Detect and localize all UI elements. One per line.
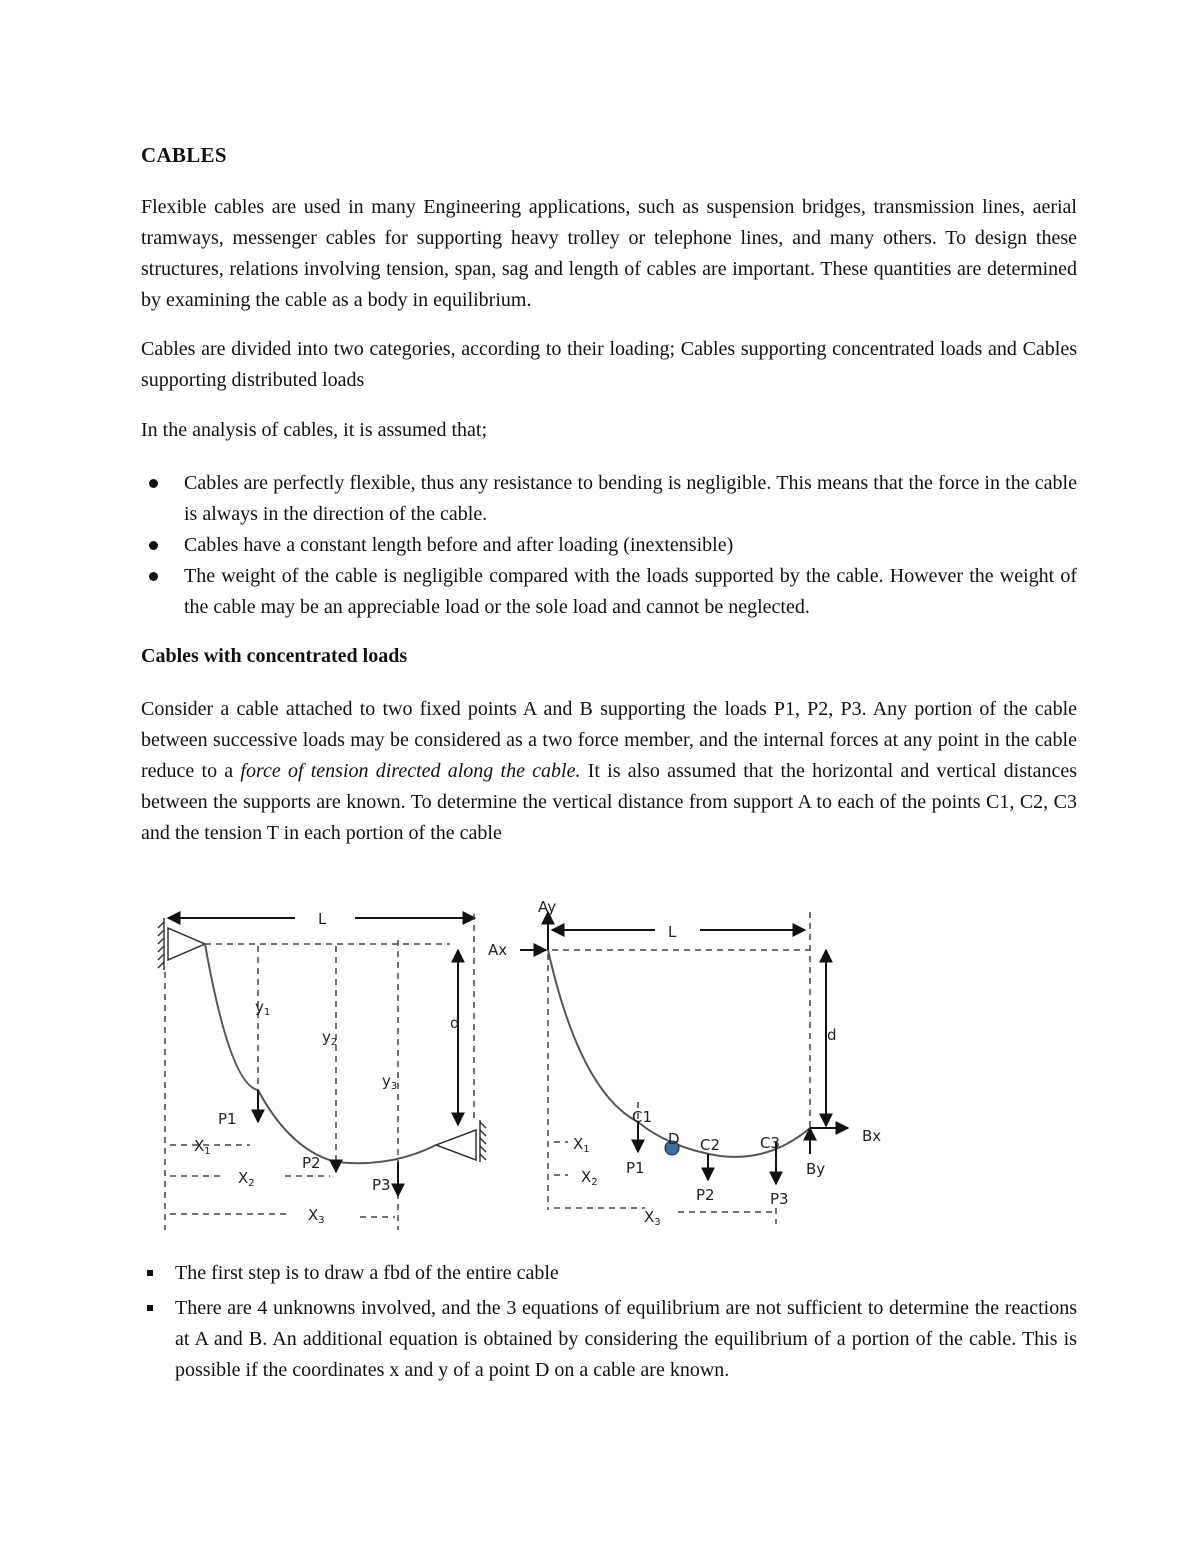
- sag-dimension: [826, 950, 837, 1126]
- concentrated-italic: force of tension directed along the cable.: [240, 760, 581, 782]
- concentrated-text-2: It is also assumed that the horizontal and vertical distances between the supports are known. To determine the vertical distance from support A to each of the points C1, C2, C3 and the tension T in each portion of the cable: [141, 760, 1077, 844]
- x1-label: $X_1$: [573, 1135, 590, 1155]
- c3-label: C3: [760, 1134, 781, 1152]
- section-heading: Cables with concentrated loads: [141, 645, 408, 667]
- bullet-icon: [149, 572, 158, 581]
- step-text: The first step is to draw a fbd of the entire cable: [175, 1262, 559, 1284]
- x2-label: $X_2$: [581, 1168, 598, 1188]
- bullet-icon: [149, 541, 158, 550]
- intro-paragraph: Flexible cables are used in many Engineering applications, such as suspension bridges, transmission lines, aerial tramways, messenger cables for supporting heavy trolley or telephone lines, and many others. To design these structures, relations involving tension, span, sag and length of cables are important. These quantities are determined by examining the cable as a body in equilibrium.: [141, 196, 1077, 311]
- d-label: D: [668, 1130, 680, 1148]
- p3-label: P3: [372, 1176, 391, 1194]
- cable-curve: [205, 944, 436, 1163]
- y1-label: $y_1$: [255, 998, 271, 1018]
- span-dimension: [552, 923, 805, 941]
- p3-label: P3: [770, 1190, 789, 1208]
- steps-list: [141, 1258, 1077, 1390]
- bullet-icon: [149, 479, 158, 488]
- y3-label: $y_3$: [382, 1072, 398, 1092]
- page-title: CABLES: [141, 143, 227, 167]
- bx-label: Bx: [862, 1127, 882, 1145]
- span-label: L: [668, 923, 677, 941]
- sag-dimension: [450, 950, 460, 1125]
- list-item: [141, 1258, 1077, 1289]
- p1-label: P1: [626, 1159, 645, 1177]
- categories-paragraph: Cables are divided into two categories, according to their loading; Cables supporting concentrated loads and Cables supporting distributed loads: [141, 338, 1077, 391]
- assumption-intro: In the analysis of cables, it is assumed that;: [141, 419, 488, 441]
- concentrated-paragraph: [141, 694, 1077, 849]
- sag-label: d: [827, 1026, 837, 1044]
- list-item: [141, 1293, 1077, 1386]
- square-bullet-icon: [147, 1305, 153, 1311]
- sag-label: d: [450, 1014, 460, 1032]
- x1-label: $X_1$: [194, 1137, 211, 1157]
- wall-support-left: [158, 918, 205, 970]
- x3-label: $X_3$: [308, 1206, 325, 1226]
- c1-label: C1: [632, 1108, 653, 1126]
- concentrated-text-1: Consider a cable attached to two fixed points A and B supporting the loads P1, P2, P3. Any portion of the cable between successive loads may be considered as a two force member, and the internal forces at any point in the cable reduce to a: [141, 698, 1077, 782]
- square-bullet-icon: [147, 1270, 153, 1276]
- cable-curve: [548, 950, 810, 1157]
- wall-support-right: [436, 1120, 486, 1162]
- list-item: [141, 530, 1077, 561]
- x3-label: $X_3$: [644, 1208, 661, 1228]
- guide-lines: [165, 914, 474, 1230]
- assumption-text: Cables have a constant length before and after loading (inextensible): [184, 534, 734, 556]
- ax-label: Ax: [488, 941, 508, 959]
- x2-label: $X_2$: [238, 1169, 255, 1189]
- span-dimension: [168, 910, 475, 928]
- p2-label: P2: [696, 1186, 715, 1204]
- list-item: [141, 468, 1077, 530]
- assumption-text: Cables are perfectly flexible, thus any resistance to bending is negligible. This means that the force in the cable is always in the direction of the cable.: [184, 472, 1077, 525]
- assumptions-list: [141, 468, 1077, 623]
- y2-label: $y_2$: [322, 1028, 338, 1048]
- p1-label: P1: [218, 1110, 237, 1128]
- list-item: [141, 561, 1077, 623]
- assumption-text: The weight of the cable is negligible compared with the loads supported by the cable. However the weight of the cable may be an appreciable load or the sole load and cannot be neglected.: [184, 565, 1077, 618]
- p2-label: P2: [302, 1154, 321, 1172]
- cable-diagram-left: [150, 900, 495, 1240]
- span-label: L: [318, 910, 327, 928]
- step-text: There are 4 unknowns involved, and the 3 equations of equilibrium are not sufficient to determine the reactions at A and B. An additional equation is obtained by considering the equilibrium of a portion of the cable. This is possible if the coordinates x and y of a point D on a cable are known.: [175, 1297, 1077, 1381]
- ay-label: Ay: [538, 898, 557, 916]
- cable-diagram-right: [520, 892, 900, 1237]
- c2-label: C2: [700, 1136, 721, 1154]
- by-label: By: [806, 1160, 826, 1178]
